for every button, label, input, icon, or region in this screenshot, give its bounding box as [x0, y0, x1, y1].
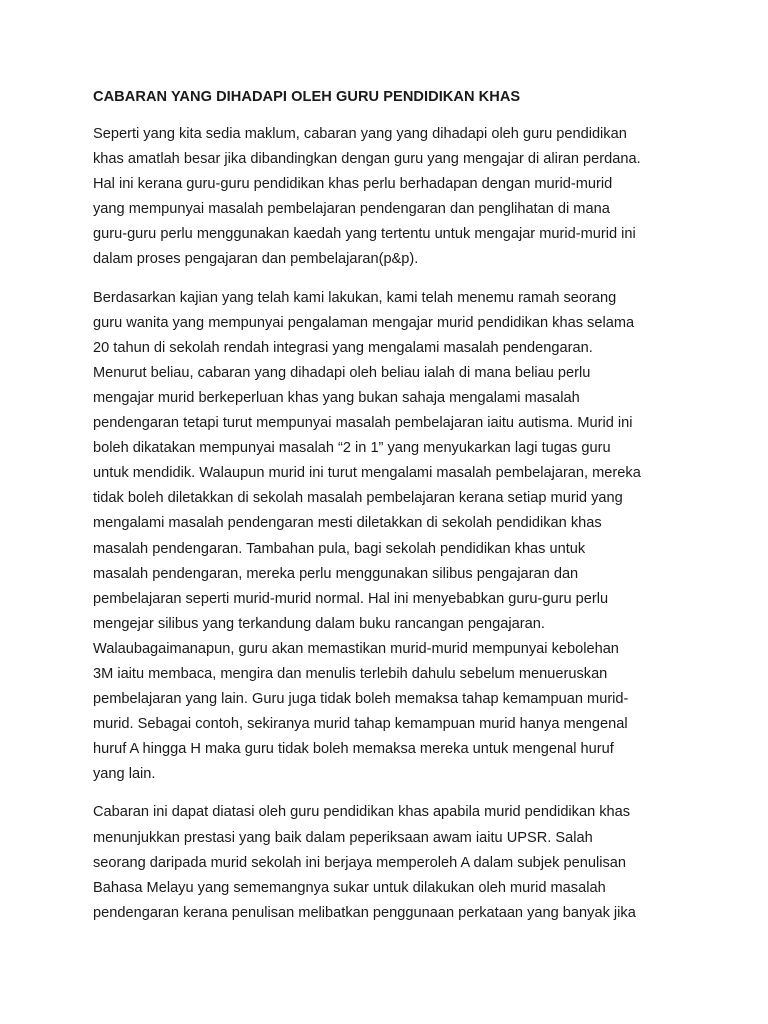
text-line: masalah pendengaran, mereka perlu menggunakan silibus pengajaran dan: [93, 565, 579, 582]
document-body: [93, 122, 693, 926]
text-line: yang mempunyai masalah pembelajaran pendengaran dan penglihatan di mana: [93, 201, 610, 218]
text-line: untuk mendidik. Walaupun murid ini turut mengalami masalah pembelajaran, mereka: [93, 465, 641, 482]
text-line: dalam proses pengajaran dan pembelajaran(p&p).: [93, 251, 419, 268]
text-line: huruf A hingga H maka guru tidak boleh memaksa mereka untuk mengenal huruf: [93, 741, 614, 758]
text-line: guru-guru perlu menggunakan kaedah yang tertentu untuk mengajar murid-murid ini: [93, 226, 636, 243]
text-line: mengalami masalah pendengaran mesti diletakkan di sekolah pendidikan khas: [93, 515, 602, 532]
text-line: tidak boleh diletakkan di sekolah masalah pembelajaran kerana setiap murid yang: [93, 490, 623, 507]
text-line: mengejar silibus yang terkandung dalam buku rancangan pengajaran.: [93, 615, 545, 632]
text-line: Hal ini kerana guru-guru pendidikan khas perlu berhadapan dengan murid-murid: [93, 176, 613, 193]
text-line: guru wanita yang mempunyai pengalaman mengajar murid pendidikan khas selama: [93, 314, 635, 331]
paragraph: [93, 286, 693, 788]
text-line: Seperti yang kita sedia maklum, cabaran yang yang dihadapi oleh guru pendidikan: [93, 126, 627, 142]
text-line: khas amatlah besar jika dibandingkan dengan guru yang mengajar di aliran perdana.: [93, 151, 641, 168]
text-line: boleh dikatakan mempunyai masalah “2 in 1” yang menyukarkan lagi tugas guru: [93, 440, 611, 457]
document-page: [93, 87, 693, 939]
paragraph: [93, 122, 693, 273]
document-title: CABARAN YANG DIHADAPI OLEH GURU PENDIDIKAN KHAS: [93, 89, 521, 105]
text-line: Berdasarkan kajian yang telah kami lakukan, kami telah menemu ramah seorang: [93, 289, 617, 306]
text-line: murid. Sebagai contoh, sekiranya murid tahap kemampuan murid hanya mengenal: [93, 716, 628, 733]
text-line: 20 tahun di sekolah rendah integrasi yang mengalami masalah pendengaran.: [93, 339, 593, 356]
text-line: yang lain.: [93, 766, 156, 783]
text-line: Bahasa Melayu yang sememangnya sukar untuk dilakukan oleh murid masalah: [93, 879, 606, 896]
text-line: pembelajaran yang lain. Guru juga tidak boleh memaksa tahap kemampuan murid-: [93, 691, 629, 708]
text-line: seorang daripada murid sekolah ini berjaya memperoleh A dalam subjek penulisan: [93, 854, 626, 871]
text-line: Walaubagaimanapun, guru akan memastikan murid-murid mempunyai kebolehan: [93, 640, 619, 657]
text-line: mengajar murid berkeperluan khas yang bukan sahaja mengalami masalah: [93, 389, 580, 406]
paragraph: [93, 800, 693, 925]
text-line: Cabaran ini dapat diatasi oleh guru pendidikan khas apabila murid pendidikan khas: [93, 804, 631, 821]
text-line: pembelajaran seperti murid-murid normal. Hal ini menyebabkan guru-guru perlu: [93, 590, 609, 607]
text-line: menunjukkan prestasi yang baik dalam peperiksaan awam iaitu UPSR. Salah: [93, 829, 593, 846]
text-line: 3M iaitu membaca, mengira dan menulis terlebih dahulu sebelum menueruskan: [93, 665, 608, 682]
text-line: masalah pendengaran. Tambahan pula, bagi sekolah pendidikan khas untuk: [93, 540, 586, 557]
text-line: pendengaran tetapi turut mempunyai masalah pembelajaran iaitu autisma. Murid ini: [93, 415, 633, 432]
text-line: Menurut beliau, cabaran yang dihadapi oleh beliau ialah di mana beliau perlu: [93, 364, 591, 381]
text-line: pendengaran kerana penulisan melibatkan penggunaan perkataan yang banyak jika: [93, 904, 636, 921]
